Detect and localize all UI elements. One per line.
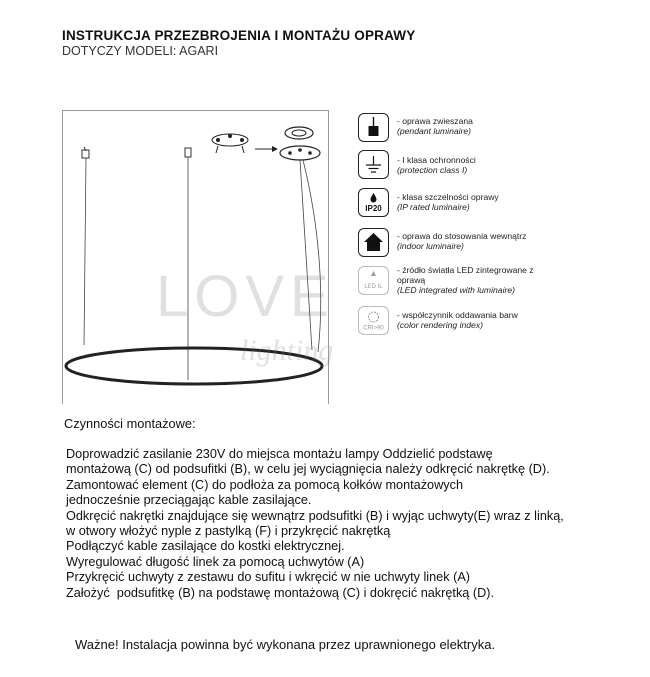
section-heading: Czynności montażowe: <box>64 416 196 431</box>
legend-item-cri: - współczynnik oddawania barw (color rendering index) <box>397 310 518 330</box>
legend-item-pendant: - oprawa zwieszana (pendant luminaire) <box>397 116 473 136</box>
instruction-line: Podłączyć kable zasilające do kostki elektrycznej. <box>66 539 345 554</box>
instruction-line: w otwory włożyć nyple z pastylką (F) i przykręcić nakrętką <box>66 524 391 539</box>
legend-item-ip-rating: - klasa szczelności oprawy (IP rated luminaire) <box>397 192 499 212</box>
legend-item-led: - źródło światła LED zintegrowane z oprawą (LED integrated with luminaire) <box>397 265 534 295</box>
instruction-line: jednocześnie przeciągając kable zasilające. <box>66 493 312 508</box>
pendant-icon <box>358 113 389 142</box>
middle-suspension-hook-icon <box>185 148 191 157</box>
instruction-line: Zamontować element (C) do podłoża za pomocą kołków montażowych <box>66 477 464 492</box>
legend-item-protection-class: - I klasa ochronności (protection class I) <box>397 155 476 175</box>
instruction-line: Doprowadzić zasilanie 230V do miejsca montażu lampy Oddzielić podstawę <box>66 447 493 461</box>
svg-text:LED IL: LED IL <box>364 284 383 290</box>
document-title: INSTRUKCJA PRZEZBROJENIA I MONTAŻU OPRAWY <box>62 28 416 43</box>
instruction-line: Odkręcić nakrętki znajdujące się wewnątrz podsufitki (B) i wyjąc uchwyty(E) wraz z linką, <box>66 508 564 523</box>
legend-item-indoor: - oprawa do stosowania wewnątrz (indoor luminaire) <box>397 231 527 251</box>
svg-text:LOVE: LOVE <box>156 264 335 329</box>
left-suspension-cable <box>84 158 86 345</box>
brand-watermark <box>148 258 378 383</box>
instruction-line: Założyć podsufitkę (B) na podstawę montażową (C) i dokręcić nakrętką (D). <box>66 585 495 600</box>
safety-warning: Ważne! Instalacja powinna być wykonana przez uprawnionego elektryka. <box>75 637 496 652</box>
instruction-line: montażową (C) od podsufitki (B), w celu jej wyciągnięcia należy odkręcić nakrętkę (D). <box>66 462 550 477</box>
svg-text:CRI>90: CRI>90 <box>363 325 384 332</box>
indoor-house-icon <box>358 228 389 257</box>
svg-text:IP20: IP20 <box>365 204 382 213</box>
assembly-arrow-icon <box>255 146 278 152</box>
instruction-line: Przykręcić uchwyty z zestawu do sufitu i wkręcić w nie uchwyty linek (A) <box>66 570 471 585</box>
led-icon <box>358 266 389 295</box>
svg-text:lighting: lighting <box>240 334 334 367</box>
document-subtitle: DOTYCZY MODELI: AGARI <box>62 44 219 58</box>
mounting-base-plate-icon <box>212 134 248 153</box>
left-suspension-hook-icon <box>82 147 89 158</box>
cri-icon <box>358 306 389 335</box>
ceiling-canopy-icon <box>280 127 320 160</box>
class1-ground-icon <box>358 150 389 179</box>
ip20-icon <box>358 188 389 217</box>
instructions-list <box>66 447 606 601</box>
instruction-line: Wyregulować długość linek za pomocą uchwytów (A) <box>66 554 365 569</box>
